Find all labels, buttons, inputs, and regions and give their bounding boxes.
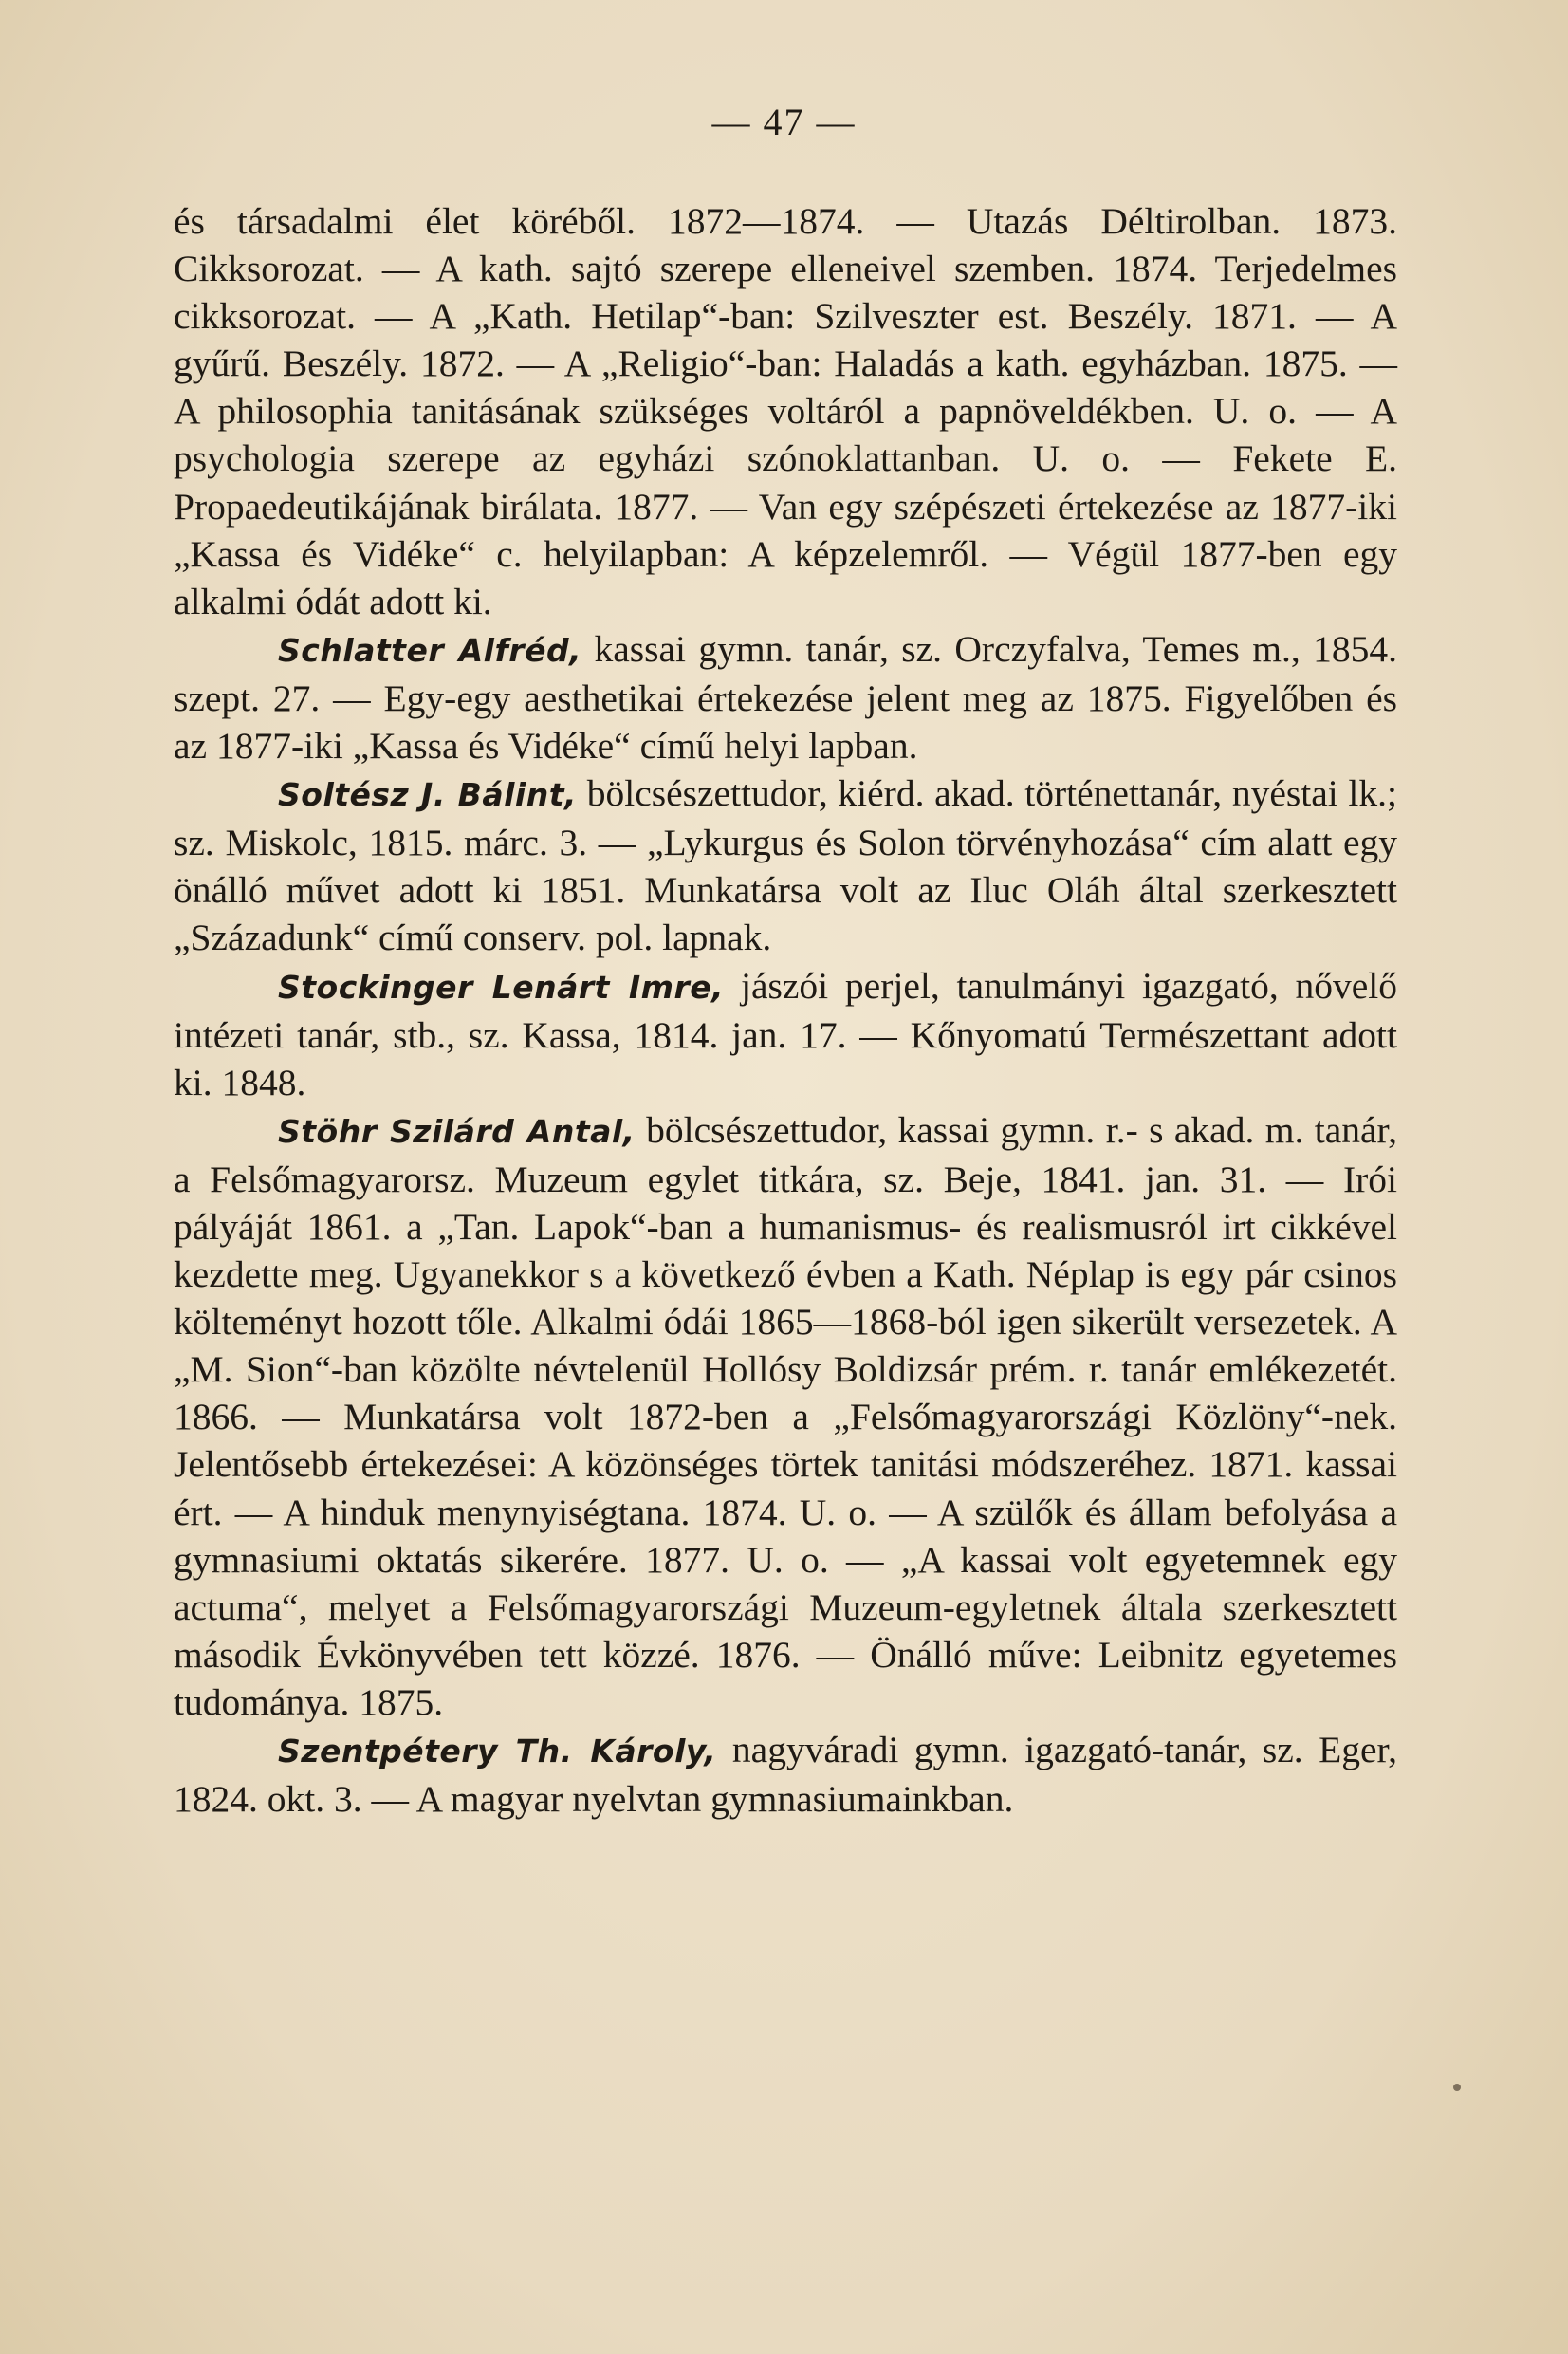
entry-text: nagyváradi gymn. igazgató-tanár, sz. Eger, 1824. okt. 3. — A magyar nyelvtan gymnasiumainkban. <box>174 1729 1398 1821</box>
entry-text: jászói perjel, tanulmányi igazgató, nővelő intézeti tanár, stb., sz. Kassa, 1814. jan. 17. — Kőnyomatú Természettant adott ki. 1848. <box>174 964 1397 1103</box>
ink-spot <box>1453 2084 1461 2091</box>
biography-entry <box>174 962 1397 1106</box>
continuation-paragraph <box>174 197 1397 625</box>
entry-name: Szentpétery Th. Károly, <box>278 1733 717 1770</box>
biography-entry <box>174 625 1397 769</box>
entry-text: bölcsészettudor, kiérd. akad. történettanár, nyéstai lk.; sz. Miskolc, 1815. márc. 3. — „Lykurgus és Solon törvényhozása“ cím alatt egy önálló művet adott ki 1851. Munkatársa volt az Iluc Oláh által szerkesztett „Századunk“ című conserv. pol. lapnak. <box>174 772 1397 959</box>
entry-name: Soltész J. Bálint, <box>278 776 578 814</box>
page-number: — 47 — <box>711 101 857 143</box>
biography-entry <box>174 1726 1397 1823</box>
biography-entry <box>174 1106 1397 1726</box>
entry-name: Schlatter Alfréd, <box>278 631 582 669</box>
entry-text: kassai gymn. tanár, sz. Orczyfalva, Temes m., 1854. szept. 27. — Egy-egy aesthetikai értekezése jelent meg az 1875. Figyelőben és az 1877-iki „Kassa és Vidéke“ című helyi lapban. <box>174 627 1397 768</box>
page-body <box>174 197 1397 1823</box>
entry-name: Stockinger Lenárt Imre, <box>278 968 725 1006</box>
entry-text: bölcsészettudor, kassai gymn. r.- s akad. m. tanár, a Felsőmagyarorsz. Muzeum egylet titkára, sz. Beje, 1841. jan. 31. — Irói pályáját 1861. a „Tan. Lapok“-ban a humanismus- és realismusról irt cikkével kezdette meg. Ugyanekkor s a következő évben a Kath. Néplap is egy pár csinos költeményt hozott tőle. Alkalmi ódái 1865—1868-ból igen sikerült versezetek. A „M. Sion“-ban közölte névtelenül Hollósy Boldizsár prém. r. tanár emlékezetét. 1866. — Munkatársa volt 1872-ben a „Felsőmagyarországi Közlöny“-nek. Jelentősebb értekezései: A közönséges törtek tanitási módszeréhez. 1871. kassai ért. — A hinduk menynyiségtana. 1874. U. o. — A szülők és állam befolyása a gymnasiumi oktatás sikerére. 1877. U. o. — „A kassai volt egyetemnek egy actuma“, melyet a Felsőmagyarországi Muzeum-egyletnek általa szerkesztett második Évkönyvében tett közzé. 1876. — Önálló műve: Leibnitz egyetemes tudománya. 1875. <box>174 1108 1397 1723</box>
entry-text: és társadalmi élet köréből. 1872—1874. — Utazás Déltirolban. 1873. Cikksorozat. — A kath. sajtó szerepe elleneivel szemben. 1874. Terjedelmes cikksorozat. — A „Kath. Hetilap“-ban: Szilveszter est. Beszély. 1871. — A gyűrű. Beszély. 1872. — A „Religio“-ban: Haladás a kath. egyházban. 1875. — A philosophia tanitásának szükséges voltáról a papnöveldékben. U. o. — A psychologia szerepe az egyházi szónoklattanban. U. o. — Fekete E. Propaedeutikájának birálata. 1877. — Van egy szépészeti értekezése az 1877-iki „Kassa és Vidéke“ c. helyilapban: A képzelemről. — Végül 1877-ben egy alkalmi ódát adott ki. <box>174 200 1397 622</box>
entry-name: Stöhr Szilárd Antal, <box>278 1112 636 1150</box>
biography-entry <box>174 769 1397 961</box>
